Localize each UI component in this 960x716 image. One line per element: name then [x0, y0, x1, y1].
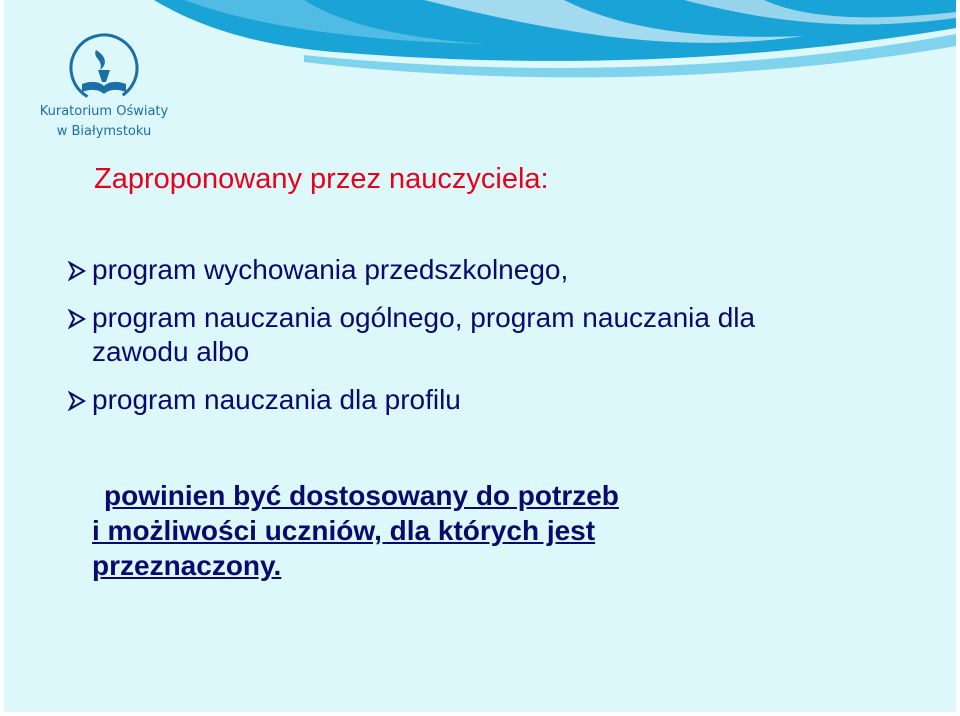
bullet-list: [68, 253, 788, 431]
bullet-text: program nauczania ogólnego, program nauczania dla zawodu albo: [92, 302, 756, 367]
arrow-bullet-icon: [68, 261, 86, 281]
bullet-text: program wychowania przedszkolnego,: [92, 254, 569, 285]
bullet-item: [68, 383, 788, 417]
conclusion-line-3: przeznaczony.: [92, 550, 282, 581]
conclusion-text: [92, 478, 792, 583]
conclusion-line-1: powinien być dostosowany do potrzeb: [104, 480, 619, 511]
logo-text-line1: Kuratorium Oświaty: [39, 104, 169, 119]
conclusion-line-2: i możliwości uczniów, dla których jest: [92, 515, 596, 546]
logo-text-line2: w Białymstoku: [56, 124, 152, 139]
bullet-item: [68, 301, 788, 369]
bullet-text: program nauczania dla profilu: [92, 384, 461, 415]
arrow-bullet-icon: [68, 391, 86, 411]
kuratorium-logo: [34, 30, 174, 145]
torch-book-icon: [34, 30, 174, 105]
slide: [4, 0, 956, 712]
arrow-bullet-icon: [68, 309, 86, 329]
bullet-item: [68, 253, 788, 287]
slide-title: Zaproponowany przez nauczyciela:: [94, 163, 549, 195]
